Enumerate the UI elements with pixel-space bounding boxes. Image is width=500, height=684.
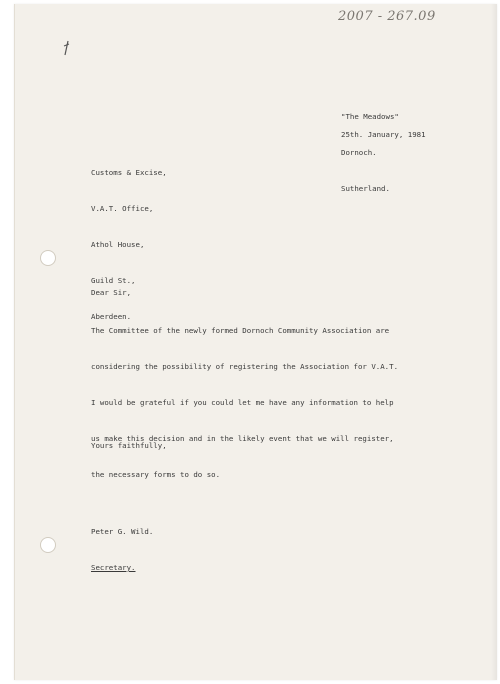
sender-address-line: "The Meadows" bbox=[341, 112, 399, 121]
signature-block bbox=[91, 502, 153, 598]
sender-address-line: Dornoch. bbox=[341, 148, 377, 157]
signer-name: Peter G. Wild. bbox=[91, 527, 154, 536]
recipient-address-line: Aberdeen. bbox=[91, 312, 132, 321]
body-line: considering the possibility of registering the Association for V.A.T. bbox=[91, 362, 399, 371]
sender-address-line: Sutherland. bbox=[341, 184, 390, 193]
letter-body bbox=[91, 301, 398, 505]
pencil-mark-icon bbox=[62, 40, 70, 56]
body-line: us make this decision and in the likely event that we will register, bbox=[91, 434, 394, 443]
recipient-address-line: Guild St., bbox=[91, 276, 136, 285]
sender-address bbox=[341, 87, 399, 219]
recipient-address-line: Athol House, bbox=[91, 240, 145, 249]
signer-title: Secretary. bbox=[91, 563, 136, 572]
punch-hole-top bbox=[40, 250, 56, 266]
recipient-address-line: Customs & Excise, bbox=[91, 168, 167, 177]
body-line: the necessary forms to do so. bbox=[91, 470, 221, 479]
punch-hole-bottom bbox=[40, 537, 56, 553]
body-line: The Committee of the newly formed Dornoch Community Association are bbox=[91, 326, 390, 335]
closing: Yours faithfully, bbox=[91, 441, 167, 450]
recipient-address-line: V.A.T. Office, bbox=[91, 204, 154, 213]
archive-reference: 2007 - 267.09 bbox=[338, 9, 436, 24]
salutation: Dear Sir, bbox=[91, 288, 132, 297]
body-line: I would be grateful if you could let me have any information to help bbox=[91, 398, 394, 407]
letter-date: 25th. January, 1981 bbox=[341, 130, 426, 139]
